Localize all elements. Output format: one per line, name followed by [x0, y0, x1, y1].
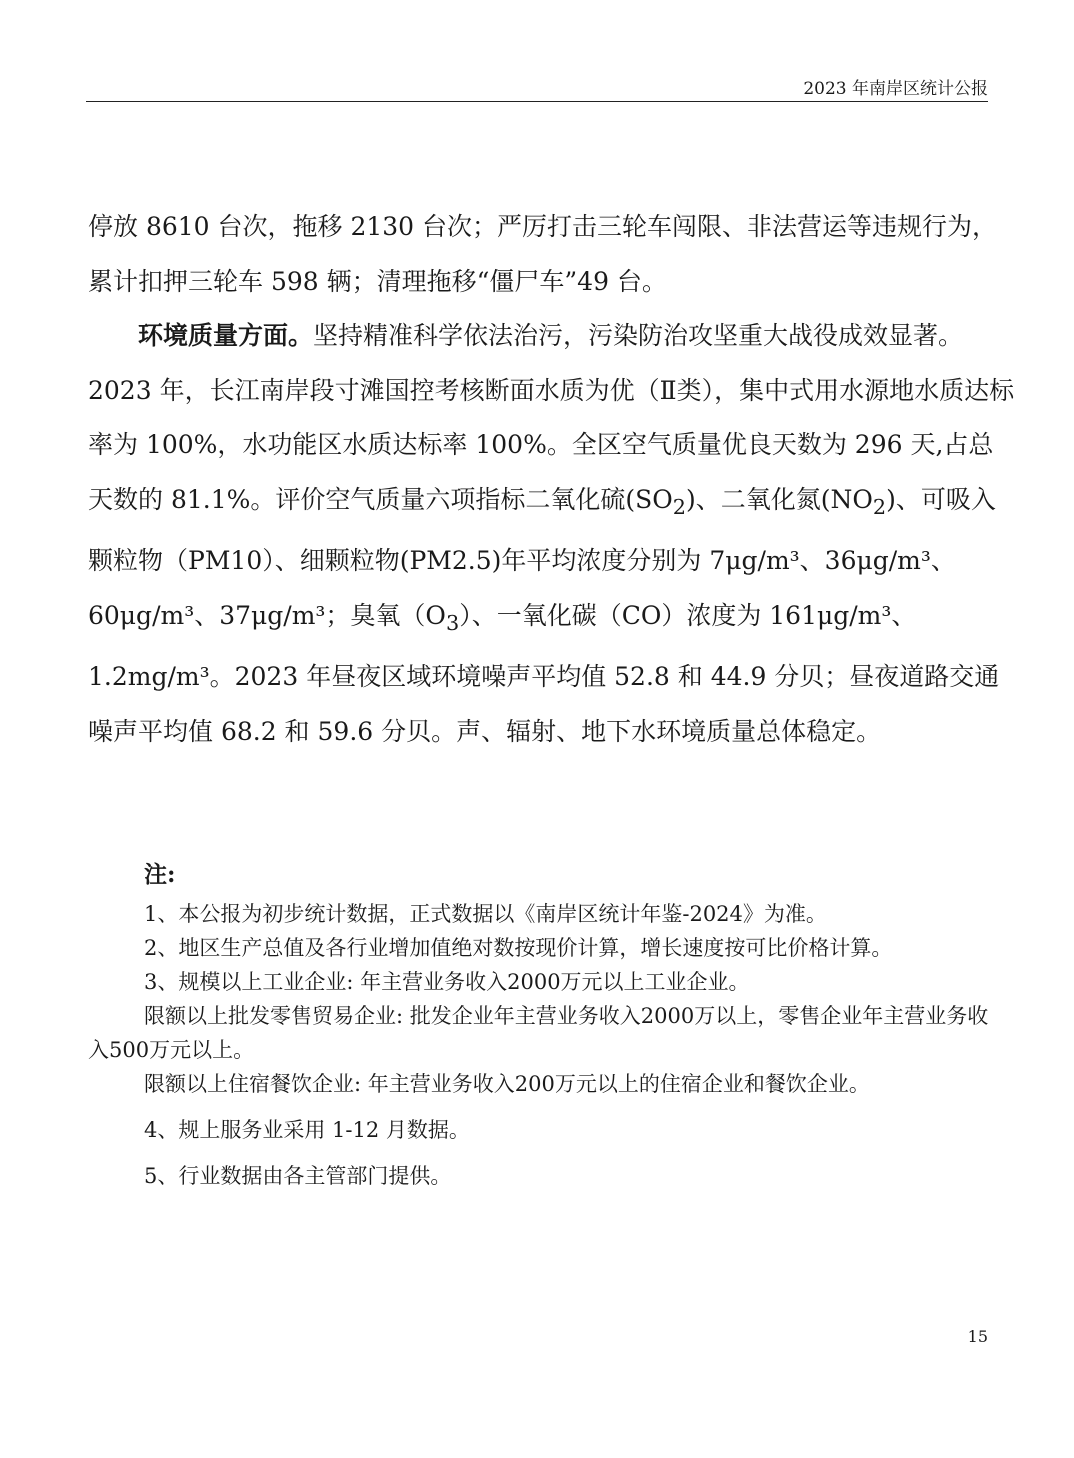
environment-heading: 环境质量方面。: [138, 321, 314, 350]
note-item: 2、地区生产总值及各行业增加值绝对数按现价计算，增长速度按可比价格计算。: [144, 936, 893, 960]
note-item: 限额以上批发零售贸易企业: 批发企业年主营业务收入2000万以上，零售企业年主营业务收入500万元以上。: [88, 1004, 989, 1062]
environment-text-1: 坚持精准科学依法治污，污染防治攻坚重大战役成效显著。2023 年，长江南岸段寸滩国控考核断面水质为优（Ⅱ类），集中式用水源地水质达标率为 100%，水功能区水质达标率 100%。全区空气质量优良天数为 296 天,占总天数的 81.1%。评价空气质量六项指标二氧化硫(SO: [88, 321, 1015, 514]
no2-subscript: 2: [872, 494, 887, 519]
main-content: [88, 200, 1018, 759]
o3-subscript: 3: [445, 610, 460, 635]
note-item: 4、规上服务业采用 1-12 月数据。: [144, 1118, 470, 1142]
header-divider: [86, 101, 988, 102]
page-number: 15: [967, 1327, 988, 1346]
so2-subscript: 2: [672, 494, 687, 519]
notes-section: [88, 855, 993, 1193]
paragraph-continuation: 停放 8610 台次，拖移 2130 台次；严厉打击三轮车闯限、非法营运等违规行为，累计扣押三轮车 598 辆；清理拖移“僵尸车”49 台。: [88, 212, 998, 296]
note-item: 3、规模以上工业企业: 年主营业务收入2000万元以上工业企业。: [144, 970, 750, 994]
environment-text-2: )、二氧化氮(NO: [686, 484, 873, 514]
environment-text-4: ）、一氧化碳（CO）浓度为 161μg/m³、1.2mg/m³。2023 年昼夜区域环境噪声平均值 52.8 和 44.9 分贝；昼夜道路交通噪声平均值 68.2 和 59.6 分贝。声、辐射、地下水环境质量总体稳定。: [88, 600, 1000, 746]
environment-text-3: )、可吸入颗粒物（PM10）、细颗粒物(PM2.5)年平均浓度分别为 7μg/m³、36μg/m³、60μg/m³、37μg/m³；臭氧（O: [88, 484, 996, 630]
header-title: 2023 年南岸区统计公报: [803, 79, 988, 99]
note-item: 1、本公报为初步统计数据，正式数据以《南岸区统计年鉴-2024》为准。: [144, 902, 827, 926]
notes-title: 注:: [144, 861, 176, 888]
note-item: 5、行业数据由各主管部门提供。: [144, 1164, 452, 1188]
note-item: 限额以上住宿餐饮企业: 年主营业务收入200万元以上的住宿企业和餐饮企业。: [144, 1072, 870, 1096]
paragraph-environment: [88, 309, 1018, 759]
